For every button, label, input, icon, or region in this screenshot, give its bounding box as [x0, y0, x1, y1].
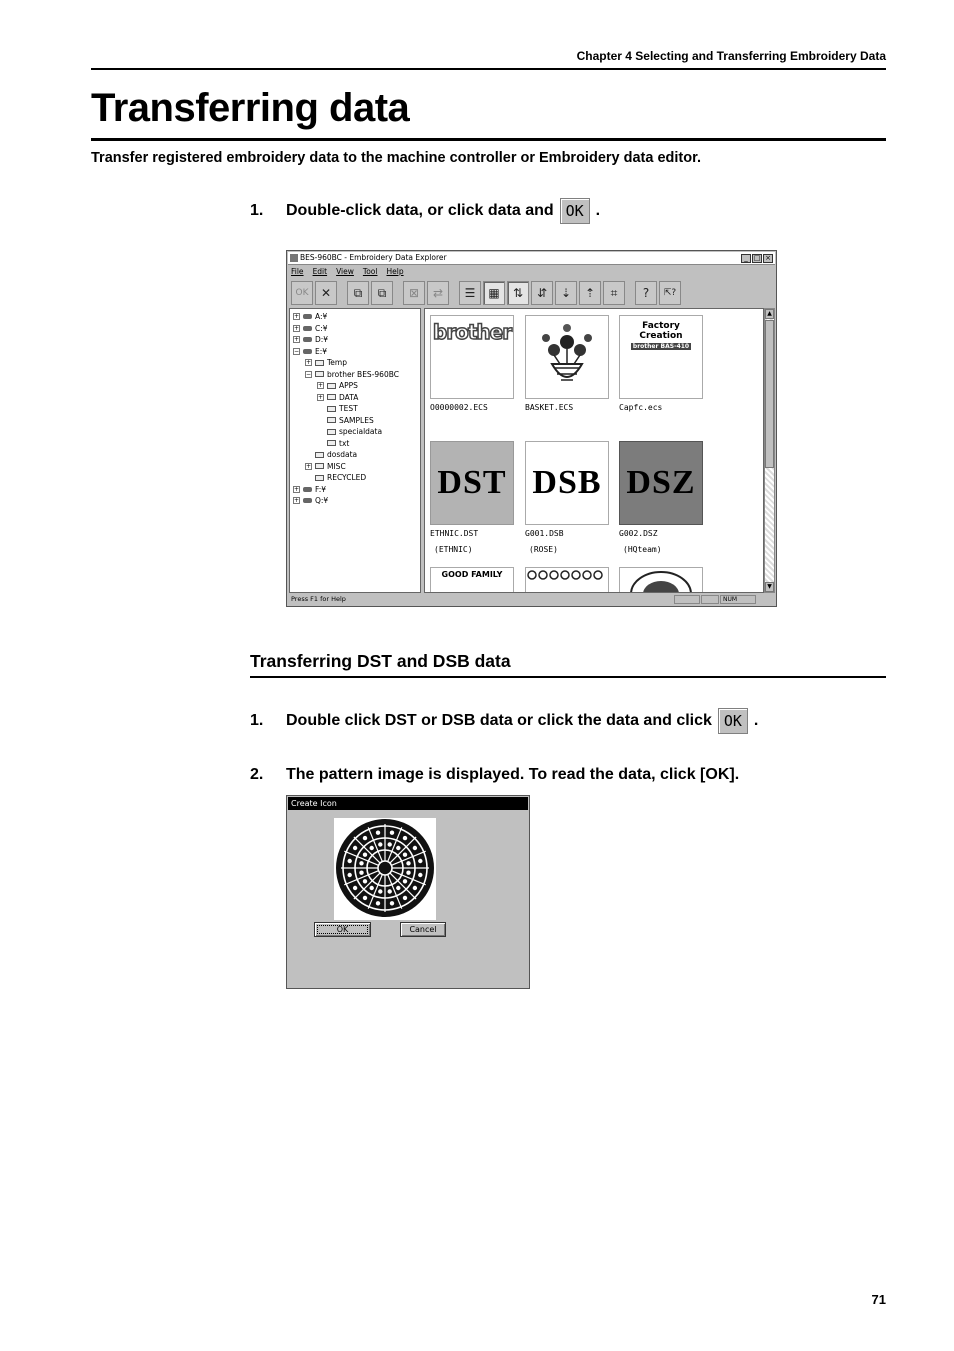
tree-item-label: E:¥ [315, 346, 328, 356]
file-icon-pane [424, 308, 764, 593]
list-view-icon[interactable]: ☰ [459, 281, 481, 305]
ok-button-illustration: OK [560, 198, 590, 224]
tree-item[interactable] [293, 484, 420, 496]
tree-item[interactable] [293, 380, 420, 392]
tree-item-label: specialdata [339, 427, 383, 436]
status-panel [701, 595, 719, 604]
status-panel [674, 595, 700, 604]
tree-item-label: Temp [327, 358, 347, 367]
file-item[interactable] [525, 315, 609, 413]
tree-item[interactable] [293, 495, 420, 507]
step-tail: . [595, 202, 601, 219]
sort-by-name-icon[interactable]: ⇅ [507, 281, 529, 305]
context-help-icon[interactable]: ⇱? [659, 281, 681, 305]
menu-view[interactable]: View [336, 267, 354, 276]
tree-item[interactable] [293, 449, 420, 461]
file-name: ETHNIC.DST [430, 529, 479, 538]
sort-by-size-icon[interactable]: ⇣ [555, 281, 577, 305]
dialog-ok-button[interactable]: OK [314, 922, 371, 937]
tree-item-label: MISC [327, 461, 346, 471]
tree-item-label: Q:¥ [315, 496, 329, 505]
page-title: Transferring data [91, 86, 410, 130]
expand-icon[interactable]: + [318, 382, 324, 390]
header-rule [91, 68, 886, 70]
format-label: DSZ [626, 464, 696, 501]
file-thumbnail[interactable] [525, 441, 609, 525]
drive-icon [303, 498, 312, 503]
expand-icon[interactable]: + [294, 497, 300, 505]
design-name: (ETHNIC) [434, 545, 473, 554]
sort-by-date-icon[interactable]: ⇡ [579, 281, 601, 305]
file-thumbnail-partial[interactable] [430, 567, 514, 593]
status-text: Press F1 for Help [291, 595, 346, 603]
clear-icon[interactable]: ⊠ [403, 281, 425, 305]
file-name: BASKET.ECS [525, 403, 574, 412]
expand-icon[interactable]: + [294, 485, 300, 493]
lace-pattern-image [334, 818, 436, 920]
ok-button-illustration: OK [718, 708, 748, 734]
tree-item-label: A:¥ [315, 312, 328, 321]
folder-icon [315, 463, 324, 469]
tree-item-label: brother BES-960BC [327, 369, 399, 379]
menu-tool[interactable]: Tool [362, 267, 378, 276]
file-item[interactable] [619, 441, 703, 555]
expand-icon[interactable]: + [318, 393, 324, 401]
file-thumbnail[interactable] [525, 315, 609, 399]
design-name: (ROSE) [529, 545, 558, 554]
window-titlebar [288, 252, 775, 265]
create-icon-dialog [286, 795, 530, 989]
tree-item-label: F:¥ [315, 484, 327, 494]
close-button[interactable]: × [763, 254, 773, 263]
chapter-header: Chapter 4 Selecting and Transferring Embroidery Data [576, 49, 886, 63]
file-name: G002.DSZ [619, 529, 658, 538]
tree-item[interactable] [293, 311, 420, 323]
step-click-dst-dsb [250, 708, 758, 734]
drive-icon [303, 337, 312, 342]
menu-bar [291, 266, 404, 277]
tree-item-label: txt [339, 438, 350, 448]
step-pattern-displayed [250, 766, 739, 784]
folder-icon [327, 429, 336, 435]
paste-icon[interactable]: ⧉ [371, 281, 393, 305]
menu-help[interactable]: Help [386, 267, 404, 276]
tree-item-label: SAMPLES [339, 415, 374, 425]
expand-icon[interactable]: + [306, 462, 312, 470]
folder-icon [327, 406, 336, 412]
step-text: The pattern image is displayed. To read the data, click [OK]. [286, 766, 740, 783]
folder-icon [315, 360, 324, 366]
status-bar [289, 594, 774, 605]
tree-item[interactable] [293, 357, 420, 369]
format-label: DSB [532, 464, 602, 501]
thumbnail-text: GOOD FAMILY [441, 570, 503, 579]
expand-icon[interactable]: + [294, 324, 300, 332]
step-number: 1. [250, 202, 264, 219]
flower-basket-image [532, 322, 602, 392]
collapse-icon[interactable]: − [294, 347, 300, 355]
logo-title: Factory Creation [639, 321, 683, 341]
tree-item[interactable] [293, 426, 420, 438]
delete-x-icon[interactable]: ✕ [315, 281, 337, 305]
tree-item[interactable] [293, 403, 420, 415]
brother-logo: brother [432, 320, 512, 344]
section-heading: Transferring DST and DSB data [250, 651, 511, 671]
scroll-thumb[interactable] [765, 320, 774, 468]
factory-creation-logo [620, 321, 702, 351]
file-item[interactable] [619, 315, 703, 413]
file-name: Capfc.ecs [619, 403, 663, 412]
dialog-cancel-button[interactable]: Cancel [400, 922, 446, 937]
folder-icon [315, 452, 324, 458]
scroll-down-icon[interactable]: ▼ [765, 582, 774, 592]
pattern-preview [334, 818, 436, 920]
format-label: DST [437, 464, 507, 501]
window-title: BES-960BC - Embroidery Data Explorer [300, 253, 447, 262]
tree-item[interactable] [293, 369, 420, 381]
transfer-icon[interactable]: ⇄ [427, 281, 449, 305]
step-text: Double click DST or DSB data or click the data and click [286, 712, 712, 729]
file-thumbnail[interactable] [619, 315, 703, 399]
maximize-button[interactable]: □ [753, 254, 761, 262]
tree-item-label: RECYCLED [327, 473, 367, 482]
tree-item[interactable] [293, 461, 420, 473]
tree-item[interactable] [293, 392, 420, 404]
tree-item-label: dosdata [327, 450, 358, 459]
intro-text: Transfer registered embroidery data to the machine controller or Embroidery data editor. [91, 150, 701, 166]
expand-icon[interactable]: + [306, 359, 312, 367]
scroll-up-icon[interactable]: ▲ [765, 309, 774, 319]
design-name: (HQteam) [623, 545, 662, 554]
file-name: O0000002.ECS [430, 403, 488, 412]
copy-icon[interactable]: ⧉ [347, 281, 369, 305]
file-thumbnail[interactable] [430, 315, 514, 399]
file-item[interactable] [430, 315, 514, 413]
drive-icon [303, 314, 312, 319]
step-text: Double-click data, or click data and [286, 202, 554, 219]
folder-icon [327, 383, 336, 389]
minimize-button[interactable]: _ [741, 254, 751, 263]
tree-item[interactable] [293, 415, 420, 427]
folder-icon [315, 371, 324, 377]
flower-border-image [526, 568, 608, 582]
help-icon[interactable]: ? [635, 281, 657, 305]
drive-icon [303, 326, 312, 331]
collapse-icon[interactable]: − [306, 370, 312, 378]
file-item[interactable] [525, 441, 609, 555]
drive-icon [303, 487, 312, 492]
file-thumbnail[interactable] [619, 441, 703, 525]
network-icon[interactable]: ⌗ [603, 281, 625, 305]
embroidery-data-explorer-window [286, 250, 777, 607]
sort-by-type-icon[interactable]: ⇵ [531, 281, 553, 305]
tree-item-label: DATA [339, 392, 359, 402]
tree-item[interactable] [293, 334, 420, 346]
step-number: 1. [250, 712, 264, 729]
menu-edit[interactable]: Edit [312, 267, 328, 276]
tree-item[interactable] [293, 438, 420, 450]
step-number: 2. [250, 766, 264, 783]
large-icons-view-icon[interactable]: ▦ [483, 281, 505, 305]
drive-icon [303, 349, 312, 354]
step-tail: . [753, 712, 759, 729]
num-lock-indicator: NUM [720, 595, 756, 604]
folder-tree [289, 308, 421, 593]
page-number: 71 [871, 1292, 886, 1307]
folder-icon [315, 475, 324, 481]
section-rule [250, 676, 886, 678]
tree-item[interactable] [293, 323, 420, 335]
app-icon [290, 254, 298, 262]
vertical-scrollbar[interactable] [764, 308, 775, 593]
file-name: G001.DSB [525, 529, 564, 538]
ok-icon[interactable]: OK [291, 281, 313, 305]
step-double-click [250, 198, 600, 224]
file-item[interactable] [430, 441, 514, 555]
ornament-image [626, 568, 696, 593]
dialog-title: Create Icon [288, 797, 528, 810]
file-thumbnail[interactable] [430, 441, 514, 525]
tree-item-label: TEST [339, 404, 358, 413]
menu-file[interactable]: File [291, 267, 304, 276]
tree-item-label: D:¥ [315, 335, 329, 344]
tree-item[interactable] [293, 472, 420, 484]
expand-icon[interactable]: + [294, 336, 300, 344]
tree-item-label: APPS [339, 381, 358, 390]
title-rule [91, 138, 886, 141]
expand-icon[interactable]: + [294, 313, 300, 321]
folder-icon [327, 394, 336, 400]
folder-icon [327, 417, 336, 423]
folder-icon [327, 440, 336, 446]
file-thumbnail-partial[interactable] [525, 567, 609, 593]
tree-item-label: C:¥ [315, 323, 328, 333]
file-thumbnail-partial[interactable] [619, 567, 703, 593]
logo-subtitle: brother BAS-410 [632, 343, 690, 350]
toolbar [291, 279, 772, 306]
tree-item[interactable] [293, 346, 420, 358]
